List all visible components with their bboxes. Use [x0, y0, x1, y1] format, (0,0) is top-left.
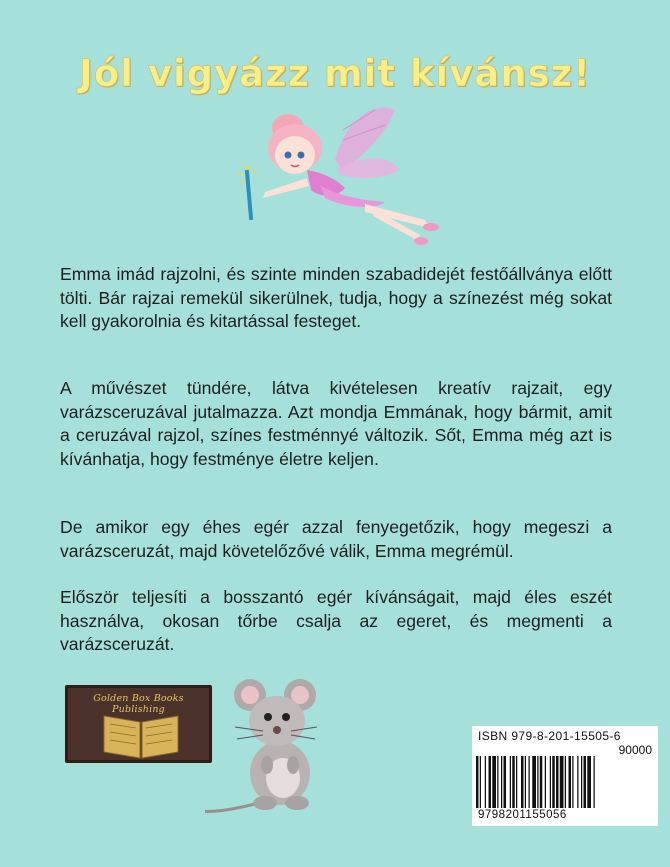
barcode-bar	[485, 756, 486, 808]
barcode-bar	[556, 756, 559, 808]
barcode-bar	[572, 756, 573, 808]
fairy-icon	[225, 100, 450, 250]
barcode-bar	[480, 756, 481, 808]
barcode-bar	[569, 756, 572, 808]
barcode-bar	[510, 756, 511, 808]
cover-title: Jól vigyázz mit kívánsz!	[78, 52, 592, 95]
barcode-bar	[594, 756, 595, 808]
open-book-icon	[98, 708, 184, 760]
barcode-bar	[525, 756, 526, 808]
barcode-bar	[521, 756, 524, 808]
barcode-bar	[540, 756, 543, 808]
barcode-bar	[552, 756, 555, 808]
blurb-paragraph-3: De amikor egy éhes egér azzal fenyegetőzik, hogy megeszi a varázsceruzát, majd követelőzővé válik, Emma megrémül.	[60, 517, 612, 561]
barcode-bar	[492, 756, 496, 808]
barcode-bar	[516, 756, 517, 808]
barcode-bar	[512, 756, 515, 808]
blurb-paragraph-2: A művészet tündére, látva kivételesen kreatív rajzait, egy varázsceruzával jutalmazza. Azt mondja Emmának, hogy bármit, amit a ceruzával rajzol, színes festménnyé változik. Sőt, Emma még azt is kívánhatja, hogy festménye életre keljen.	[60, 378, 612, 469]
publisher-name: Golden Box Books Publishing	[93, 693, 184, 715]
barcode-bar	[529, 756, 530, 808]
barcode-bar	[587, 756, 591, 808]
barcode-bar	[584, 756, 587, 808]
barcode-bar	[545, 756, 546, 808]
barcode-bar	[501, 756, 502, 808]
barcode-bar	[550, 756, 551, 808]
barcode-bar	[577, 756, 578, 808]
barcode-bars	[476, 756, 654, 808]
barcode-bar	[504, 756, 507, 808]
barcode-bar	[537, 756, 538, 808]
publisher-logo	[65, 685, 212, 763]
barcode-bar	[476, 756, 479, 808]
barcode-bar	[532, 756, 536, 808]
price-code: 90000	[618, 743, 652, 757]
blurb-paragraph-4: Először teljesíti a bosszantó egér kívánságait, majd éles eszét használva, okosan tőrbe csalja az egeret, és megmenti a varázsceruzát.	[60, 587, 612, 654]
barcode-bar	[565, 756, 566, 808]
mouse-icon	[205, 673, 325, 818]
barcode-number: 9798201155056	[478, 809, 567, 821]
blurb-paragraph-1: Emma imád rajzolni, és szinte minden szabadidejét festőállványa előtt tölti. Bár rajzai remekül sikerülnek, tudja, hogy a színezést még sokat kell gyakorolnia és kitartással festeget.	[60, 264, 612, 331]
barcode	[472, 726, 658, 826]
barcode-bar	[489, 756, 492, 808]
barcode-bar	[560, 756, 564, 808]
isbn-label: ISBN 979-8-201-15505-6	[478, 729, 621, 743]
barcode-bar	[497, 756, 498, 808]
barcode-bar	[581, 756, 582, 808]
